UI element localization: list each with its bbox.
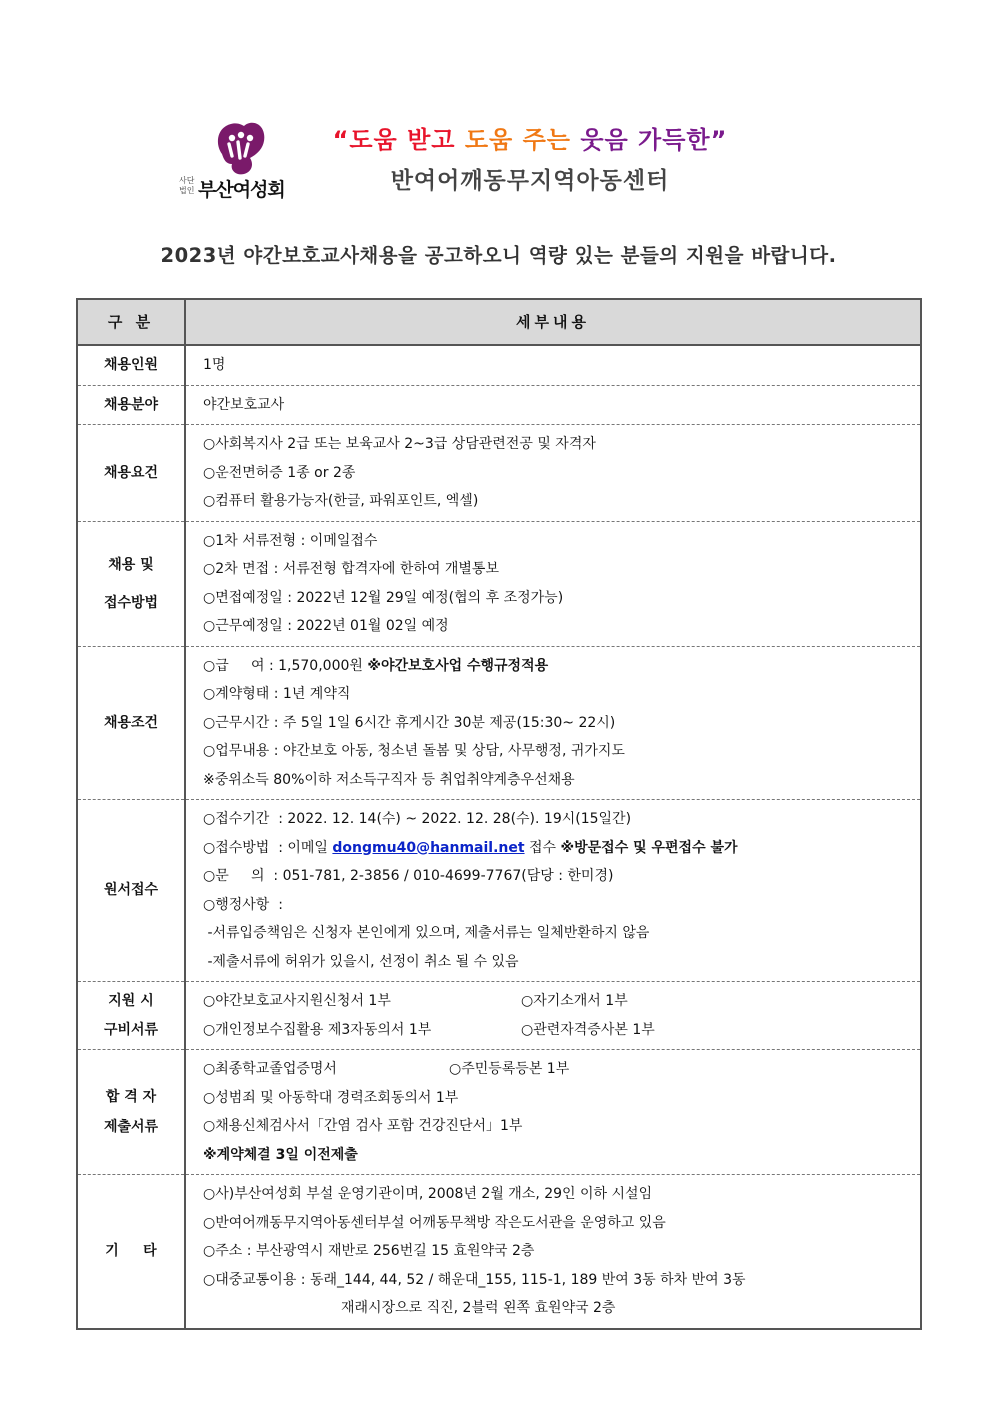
content-line: ※중위소득 80%이하 저소득구직자 등 취업취약계층우선채용 [203,771,575,788]
content-line: 재래시장으로 직진, 2블럭 왼쪽 효원약국 2층 [341,1300,616,1316]
method-text: ○접수방법 : 이메일 [203,839,333,856]
content-line: ○계약형태 : 1년 계약직 [203,686,351,702]
row-label-line: 지원 시 [108,993,154,1009]
content-line: ○문 의 : 051-781, 2-3856 / 010-4699-7767(담당 : 한미경) [203,868,614,884]
doc-item: ○관련자격증사본 1부 [521,1021,655,1038]
salary-note: ※야간보호사업 수행규정적용 [367,657,549,674]
slogan-quote-close: ” [710,126,728,154]
slogan-word-1: 도움 [349,126,398,154]
salary-text: ○급 여 : 1,570,000원 [203,657,368,674]
content-line: -제출서류에 허위가 있을시, 선정이 취소 될 수 있음 [203,953,519,970]
content-line: ○면접예정일 : 2022년 12월 29일 예정(협의 후 조정가능) [203,589,564,606]
row-label: 채용인원 [77,345,185,385]
recruitment-table [76,298,922,1330]
doc-item: ○주민등록등본 1부 [449,1061,570,1077]
content-line: ○2차 면접 : 서류전형 합격자에 한하여 개별통보 [203,561,499,577]
table-row-field [77,385,921,425]
content-line: ○1차 서류전형 : 이메일접수 [203,532,378,549]
email-link[interactable]: dongmu40@hanmail.net [332,839,525,856]
header-details: 세부내용 [185,299,921,345]
content-line: ○대중교통이용 : 동래_144, 44, 52 / 해운대_155, 115-1, 189 반여 3동 하차 반여 3동 [203,1271,746,1288]
row-label: 원서접수 [77,800,185,982]
slogan-word-2: 받고 [407,126,456,154]
content-line: ○운전면허증 1종 or 2종 [203,464,356,481]
row-content [185,646,921,800]
row-label [77,521,185,646]
content-line: ○사회복지사 2급 또는 보육교사 2~3급 상담관련전공 및 자격자 [203,436,596,452]
announcement-title: 2023년 야간보호교사채용을 공고하오니 역량 있는 분들의 지원을 바랍니다. [160,244,837,267]
content-line: ○사)부산여성회 부설 운영기관이며, 2008년 2월 개소, 29인 이하 시설임 [203,1186,653,1202]
doc-item: ○개인정보수집활용 제3자동의서 1부 [203,1021,432,1038]
doc-item: ○야간보호교사지원신청서 1부 [203,993,391,1009]
table-row-etc [77,1175,921,1329]
row-label-line: 제출서류 [103,1119,159,1135]
slogan-word-5: 웃음 [580,126,629,154]
content-line: -서류입증책임은 신청자 본인에게 있으며, 제출서류는 일체반환하지 않음 [203,925,650,941]
content-line [203,652,920,681]
row-label-line: 합 격 자 [105,1089,157,1105]
row-content [185,425,921,522]
content-line: 1명 [203,357,226,373]
row-label: 채용요건 [77,425,185,522]
table-row-hired-docs [77,1050,921,1175]
row-content [185,1175,921,1329]
table-row-requirements [77,425,921,522]
row-content [185,385,921,425]
slogan-word-6: 가득한 [638,126,711,154]
content-line: ○주소 : 부산광역시 재반로 256번길 15 효원약국 2층 [203,1243,535,1259]
content-line [203,1055,920,1084]
slogan-word-4: 주는 [522,126,571,154]
slogan [320,120,740,155]
row-label [77,1050,185,1175]
logo-mark-icon [214,120,266,176]
content-line: ○업무내용 : 야간보호 아동, 청소년 돌봄 및 상담, 사무행정, 귀가지도 [203,743,625,759]
center-name: 반여어깨동무지역아동센터 [390,168,670,194]
table-header-row [77,299,921,345]
doc-item: ○자기소개서 1부 [521,993,628,1009]
row-label [77,982,185,1050]
content-line: 야간보호교사 [203,396,285,413]
logo-small-text: 사단 법인 [179,176,195,195]
content-line: ○컴퓨터 활용가능자(한글, 파워포인트, 엑셀) [203,493,479,509]
content-line: ○반여어깨동무지역아동센터부설 어깨동무책방 작은도서관을 운영하고 있음 [203,1214,666,1231]
row-content [185,982,921,1050]
method-text-2: 접수 [524,839,561,856]
row-content [185,800,921,982]
logo-org-name: 부산여성회 [198,179,285,201]
method-note: ※방문접수 및 우편접수 불가 [560,839,738,856]
org-logo [176,120,301,202]
row-label: 기 타 [77,1175,185,1329]
row-content [185,345,921,385]
row-label-line: 접수방법 [103,594,159,611]
content-line: ○근무시간 : 주 5일 1일 6시간 휴게시간 30분 제공(15:30~ 22시) [203,714,616,731]
row-label: 채용조건 [77,646,185,800]
content-note: ※계약체결 3일 이전제출 [203,1146,358,1163]
content-line: ○채용신체검사서「간염 검사 포함 건강진단서」1부 [203,1118,523,1134]
content-line: ○성범죄 및 아동학대 경력조회동의서 1부 [203,1089,459,1106]
row-content [185,521,921,646]
content-line [203,987,920,1016]
row-label-line: 구비서류 [103,1021,159,1038]
content-line [203,834,920,863]
table-row-application [77,800,921,982]
row-label-line: 채용 및 [108,556,154,573]
content-line: ○접수기간 : 2022. 12. 14(수) ~ 2022. 12. 28(수). 19시(15일간) [203,811,632,827]
content-line [203,1016,920,1045]
doc-item: ○최종학교졸업증명서 [203,1061,337,1077]
row-label: 채용분야 [77,385,185,425]
content-line: ○근무예정일 : 2022년 01월 02일 예정 [203,618,449,634]
table-row-required-docs [77,982,921,1050]
table-row-headcount [77,345,921,385]
table-row-process [77,521,921,646]
slogan-word-3: 도움 [464,126,514,154]
table-row-conditions [77,646,921,800]
header-category: 구 분 [77,299,185,345]
row-content [185,1050,921,1175]
slogan-quote-open: “ [332,126,350,154]
content-line: ○행정사항 : [203,896,283,913]
